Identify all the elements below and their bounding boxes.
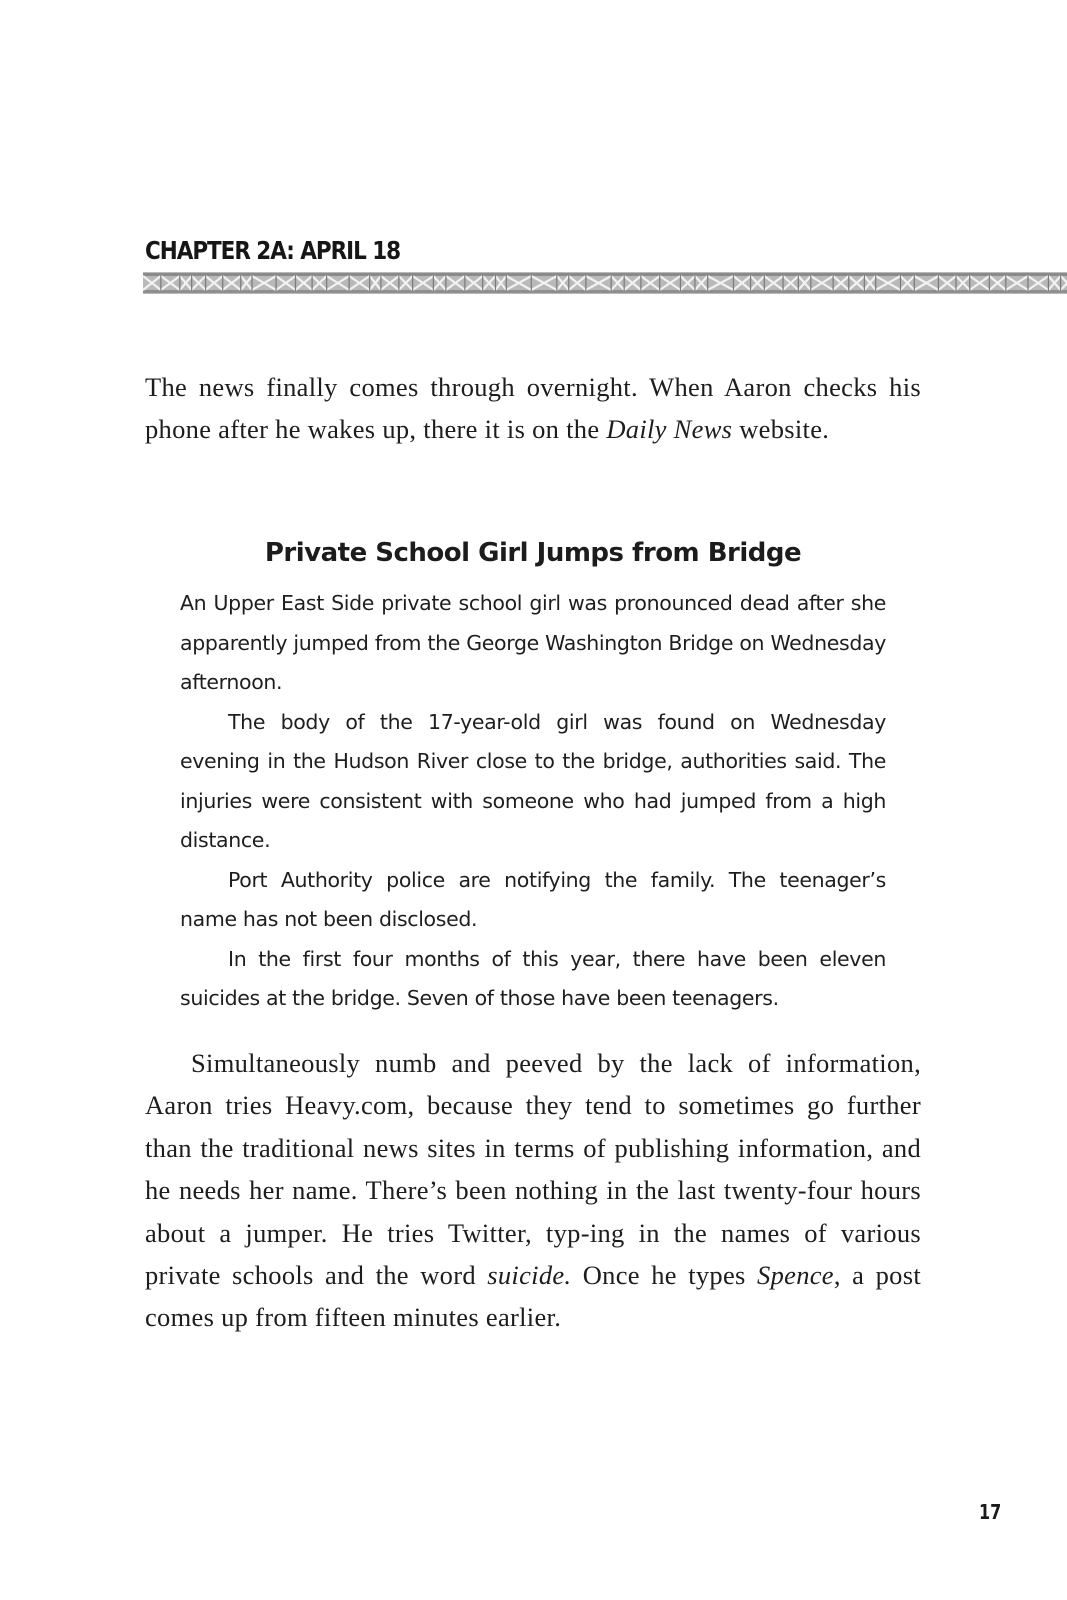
continuation-paragraph: Simultaneously numb and peeved by the lack of information, Aaron tries Heavy.com, because they tend to sometimes go further than the traditional news sites in terms of publishing information, and he needs her name. There’s been nothing in the last twenty-four hours about a jumper. He tries Twitter, typ-ing in the names of various private schools and the word suicide. Once he types Spence, a post comes up from fifteen minutes earlier. [145,1048,921,1333]
page-number: 17 [979,1500,1002,1524]
article-paragraph: The body of the 17-year-old girl was found on Wednesday evening in the Hudson River close to the bridge, authorities said. The injuries were consistent with someone who had jumped from a high distance. [180,709,886,852]
article-paragraph: Port Authority police are notifying the family. The teenager’s name has not been disclosed. [180,867,886,931]
italic-word: Spence [757,1260,834,1291]
publication-name: Daily News [606,414,733,445]
article-paragraph: An Upper East Side private school girl was pronounced dead after she apparently jumped from the George Washington Bridge on Wednesday afternoon. [180,591,886,694]
intro-paragraph: The news finally comes through overnight. When Aaron checks his phone after he wakes up, there it is on the Daily News website. [145,372,921,445]
article-headline: Private School Girl Jumps from Bridge [264,538,802,568]
chapter-heading: CHAPTER 2A: APRIL 18 [145,236,401,265]
italic-word: suicide. [487,1260,572,1291]
article-paragraph: In the first four months of this year, there have been eleven suicides at the bridge. Seven of those have been teenagers. [180,946,886,1010]
news-article [180,532,886,1019]
decorative-divider [143,268,1067,298]
